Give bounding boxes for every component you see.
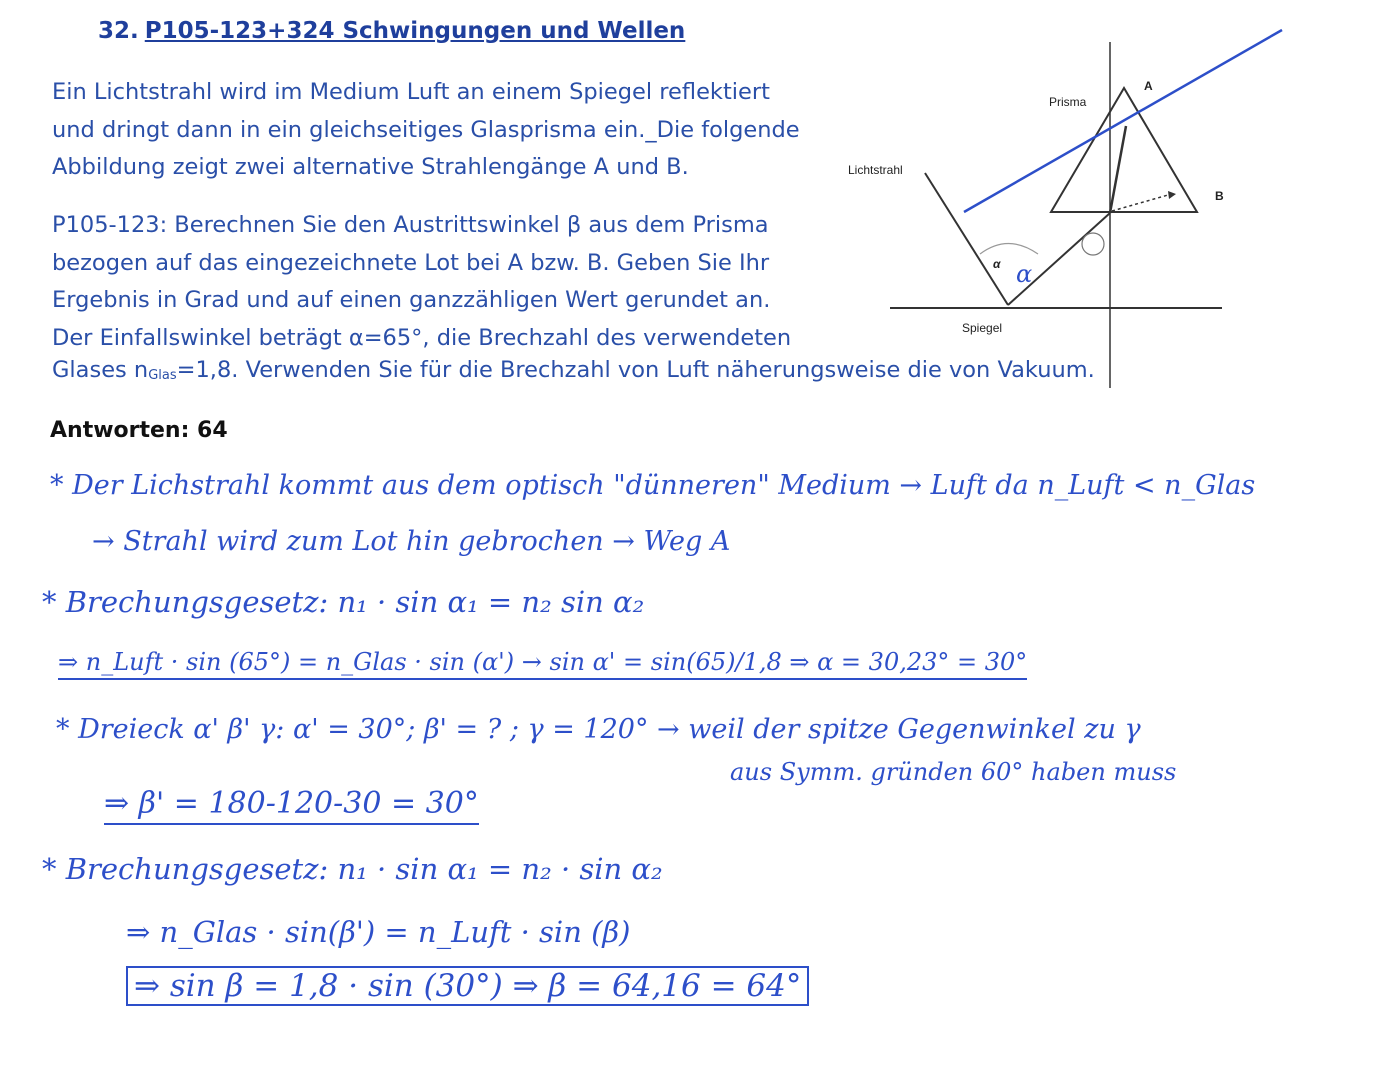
hw-line-8: * Brechungsgesetz: n₁ · sin α₁ = n₂ · sin α₂: [42, 852, 663, 886]
hw-line-9: ⇒ n_Glas · sin(β') = n_Luft · sin (β): [126, 915, 631, 949]
ray-a-inside: [1110, 126, 1126, 213]
hw-line-7: [104, 786, 479, 821]
hand-normal-line: [964, 30, 1282, 212]
label-a: A: [1144, 79, 1153, 93]
optics-diagram: [840, 28, 1290, 388]
label-lichtstrahl: Lichtstrahl: [848, 163, 903, 177]
hw-line-1: * Der Lichstrahl kommt aus dem optisch "dünneren" Medium → Luft da n_Luft < n_Glas: [50, 470, 1256, 501]
intro-paragraph: [52, 74, 832, 187]
task-title: [98, 18, 685, 44]
alpha-circle-right: [1082, 233, 1104, 255]
reflected-ray: [1008, 213, 1110, 305]
question-line: Der Einfallswinkel beträgt α=65°, die Brechzahl des verwendeten: [52, 324, 792, 351]
question-line: P105-123: Berechnen Sie den Austrittswinkel β aus dem Prisma: [52, 212, 769, 238]
intro-line: und dringt dann in ein gleichseitiges Glasprisma ein._Die folgende: [52, 116, 800, 143]
ray-b-dashed: [1112, 195, 1168, 211]
intro-line: Ein Lichtstrahl wird im Medium Luft an einem Spiegel reflektiert: [52, 79, 770, 105]
hw-line-10: [126, 968, 809, 1004]
hw-line-4: [58, 648, 1027, 676]
hw-line-6: aus Symm. gründen 60° haben muss: [730, 758, 1177, 786]
ray-b-arrowhead: [1168, 191, 1176, 199]
hw-line-2: → Strahl wird zum Lot hin gebrochen → Weg A: [92, 526, 731, 557]
question-line: bezogen auf das eingezeichnete Lot bei A bzw. B. Geben Sie Ihr: [52, 249, 770, 276]
intro-line: Abbildung zeigt zwei alternative Strahlengänge A und B.: [52, 154, 689, 180]
hw-alpha-result: ⇒ n_Luft · sin (65°) = n_Glas · sin (α') → sin α' = sin(65)/1,8 ⇒ α = 30,23° = 30°: [58, 648, 1027, 680]
task-number: 32.: [98, 18, 139, 44]
question-last-line: Glases $n_{Glas}=1,8$. Verwenden Sie für die Brechzahl von Luft näherungsweise die von Vakuum.: [52, 357, 1095, 383]
hw-final-answer: ⇒ sin β = 1,8 · sin (30°) ⇒ β = 64,16 = 64°: [126, 966, 809, 1006]
label-prisma: Prisma: [1049, 95, 1087, 109]
label-b: B: [1215, 189, 1224, 203]
label-alpha-printed: α: [993, 257, 1001, 271]
alpha-arc-left: [980, 244, 1038, 255]
question-line: Ergebnis in Grad und auf einen ganzzähligen Wert gerundet an.: [52, 287, 771, 313]
question-paragraph: [52, 207, 842, 357]
task-code-title: P105-123+324 Schwingungen und Wellen: [144, 18, 686, 44]
hw-line-5: * Dreieck α' β' γ: α' = 30°; β' = ? ; γ = 120° → weil der spitze Gegenwinkel zu γ: [56, 714, 1141, 745]
hw-beta-prime-result: ⇒ β' = 180-120-30 = 30°: [104, 786, 479, 825]
hw-line-3: * Brechungsgesetz: n₁ · sin α₁ = n₂ sin α₂: [42, 585, 645, 619]
label-spiegel: Spiegel: [962, 321, 1003, 335]
answers-label: Antworten: 64: [50, 418, 228, 443]
label-alpha-handwritten: α: [1016, 260, 1033, 288]
